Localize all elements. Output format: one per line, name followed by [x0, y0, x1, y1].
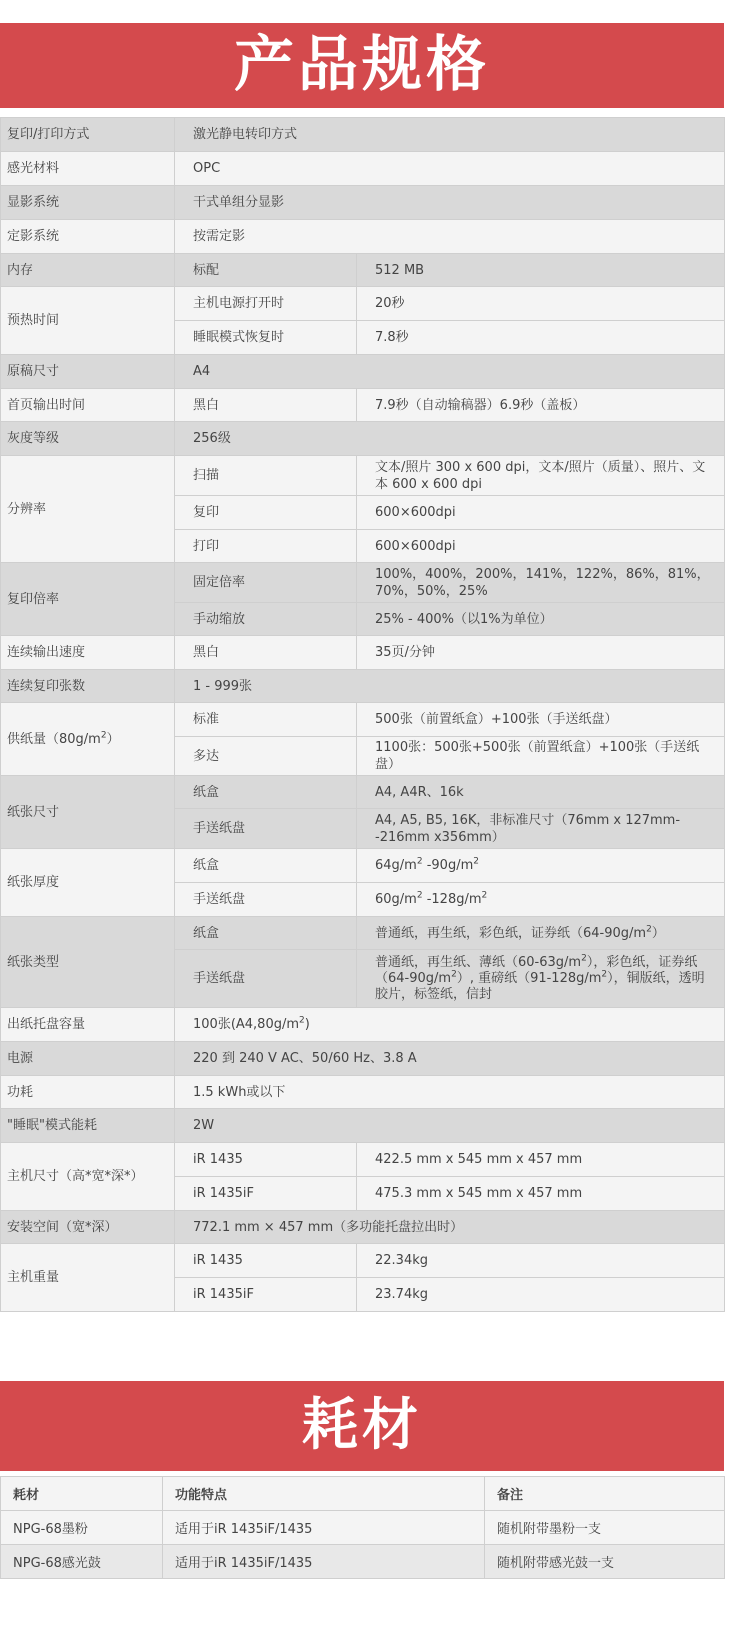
- spec-value: 7.8秒: [357, 321, 725, 355]
- consumables-title-banner: 耗材: [0, 1381, 724, 1471]
- spec-sub: 纸盒: [175, 776, 357, 809]
- spec-title-banner: 产品规格: [0, 23, 724, 108]
- spec-sub: iR 1435iF: [175, 1278, 357, 1312]
- spec-label: 纸张厚度: [1, 849, 175, 917]
- spec-row-power: [1, 1042, 725, 1076]
- spec-value: 1.5 kWh或以下: [175, 1076, 725, 1109]
- spec-label: 感光材料: [1, 152, 175, 186]
- spec-row-warmup: [1, 287, 725, 321]
- spec-label: 电源: [1, 1042, 175, 1076]
- spec-sub: 手动缩放: [175, 603, 357, 636]
- spec-value: 100张$(A4,80g/m^2)$: [175, 1008, 725, 1042]
- spec-value: 220 到 240 V AC、50/60 Hz、3.8 A: [175, 1042, 725, 1076]
- spec-label: 复印倍率: [1, 563, 175, 636]
- spec-value: A4: [175, 355, 725, 389]
- spec-sub: 标准: [175, 703, 357, 737]
- spec-label: 纸张类型: [1, 917, 175, 1008]
- table-cell: 随机附带感光鼓一支: [485, 1545, 725, 1579]
- spec-value: 256级: [175, 422, 725, 456]
- spec-label: 安装空间（宽*深）: [1, 1211, 175, 1244]
- spec-label: 复印/打印方式: [1, 118, 175, 152]
- spec-label: 显影系统: [1, 186, 175, 220]
- spec-value: 512 MB: [357, 254, 725, 287]
- spec-value: 100%，400%，200%，141%，122%，86%，81%，70%，50%，25%: [357, 563, 725, 603]
- spec-label: 主机重量: [1, 1244, 175, 1312]
- spec-row-consumption: [1, 1076, 725, 1109]
- column-header: 耗材: [1, 1477, 163, 1511]
- spec-row-magnification: [1, 563, 725, 603]
- spec-label: 出纸托盘容量: [1, 1008, 175, 1042]
- spec-sub: 纸盒: [175, 917, 357, 950]
- spec-row-dimensions: [1, 1143, 725, 1177]
- spec-row-paper-weight: [1, 849, 725, 883]
- spec-row-paper-capacity: [1, 703, 725, 737]
- spec-sub: 黑白: [175, 389, 357, 422]
- spec-value: 25% - 400%（以1%为单位）: [357, 603, 725, 636]
- spec-value: 普通纸，再生纸、薄纸$(60-63g/m^2)$，彩色纸，证券纸$(64-90g/m^2)$, 重磅纸$(91-128g/m^2)$，铜版纸，透明胶片，标签纸，信封: [357, 950, 725, 1008]
- spec-sub: iR 1435iF: [175, 1177, 357, 1211]
- table-row: [1, 1545, 725, 1579]
- column-header: 功能特点: [163, 1477, 485, 1511]
- spec-row-sleep: [1, 1109, 725, 1143]
- spec-sub: 复印: [175, 496, 357, 530]
- table-cell: 适用于iR 1435iF/1435: [163, 1511, 485, 1545]
- spec-label: 首页输出时间: [1, 389, 175, 422]
- spec-row-install-space: [1, 1211, 725, 1244]
- consumables-header-row: [1, 1477, 725, 1511]
- table-row: [1, 1511, 725, 1545]
- spec-label: 预热时间: [1, 287, 175, 355]
- spec-row-resolution: [1, 456, 725, 496]
- spec-value: 22.34kg: [357, 1244, 725, 1278]
- spec-sub: 打印: [175, 530, 357, 563]
- spec-value: 500张（前置纸盒）+100张（手送纸盘）: [357, 703, 725, 737]
- spec-value: 1 - 999张: [175, 670, 725, 703]
- spec-value: 1100张：500张+500张（前置纸盒）+100张（手送纸盘）: [357, 737, 725, 776]
- table-cell: NPG-68感光鼓: [1, 1545, 163, 1579]
- spec-row-developing: [1, 186, 725, 220]
- spec-value: 干式单组分显影: [175, 186, 725, 220]
- spec-sub: 黑白: [175, 636, 357, 670]
- spec-label: 供纸量$(80g/m^2)$: [1, 703, 175, 776]
- spec-sub: 多达: [175, 737, 357, 776]
- spec-label: 原稿尺寸: [1, 355, 175, 389]
- spec-value: 35页/分钟: [357, 636, 725, 670]
- spec-row-memory: [1, 254, 725, 287]
- spec-value: 600×600dpi: [357, 496, 725, 530]
- spec-sub: 睡眠模式恢复时: [175, 321, 357, 355]
- spec-row-paper-size: [1, 776, 725, 809]
- spec-row-original-size: [1, 355, 725, 389]
- spec-label: "睡眠"模式能耗: [1, 1109, 175, 1143]
- spec-sub: 手送纸盘: [175, 950, 357, 1008]
- spec-row-multi-copy: [1, 670, 725, 703]
- spec-label: 主机尺寸（高*宽*深*）: [1, 1143, 175, 1211]
- spec-row-copy-method: [1, 118, 725, 152]
- spec-row-first-copy: [1, 389, 725, 422]
- spec-row-weight: [1, 1244, 725, 1278]
- spec-sub: 扫描: [175, 456, 357, 496]
- spec-value: 23.74kg: [357, 1278, 725, 1312]
- spec-value: A4, A5, B5, 16K，非标准尺寸（76mm x 127mm--216mm x356mm）: [357, 809, 725, 849]
- spec-sub: 手送纸盘: [175, 883, 357, 917]
- spec-label: 连续输出速度: [1, 636, 175, 670]
- spec-value: $64g/m^2$ $-90g/m^2$: [357, 849, 725, 883]
- spec-value: OPC: [175, 152, 725, 186]
- table-cell: 随机附带墨粉一支: [485, 1511, 725, 1545]
- spec-sub: 手送纸盘: [175, 809, 357, 849]
- spec-value: 按需定影: [175, 220, 725, 254]
- spec-label: 功耗: [1, 1076, 175, 1109]
- spec-value: 2W: [175, 1109, 725, 1143]
- column-header: 备注: [485, 1477, 725, 1511]
- spec-row-paper-type: [1, 917, 725, 950]
- spec-sub: iR 1435: [175, 1143, 357, 1177]
- spec-label: 灰度等级: [1, 422, 175, 456]
- spec-sub: iR 1435: [175, 1244, 357, 1278]
- spec-label: 分辨率: [1, 456, 175, 563]
- spec-value: $60g/m^2$ $-128g/m^2$: [357, 883, 725, 917]
- spec-value: 772.1 mm × 457 mm（多功能托盘拉出时）: [175, 1211, 725, 1244]
- spec-value: 7.9秒（自动输稿器）6.9秒（盖板）: [357, 389, 725, 422]
- spec-row-output-tray: [1, 1008, 725, 1042]
- spec-sub: 主机电源打开时: [175, 287, 357, 321]
- spec-label: 连续复印张数: [1, 670, 175, 703]
- spec-row-speed: [1, 636, 725, 670]
- spec-value: 600×600dpi: [357, 530, 725, 563]
- spec-value: 文本/照片 300 x 600 dpi，文本/照片（质量）、照片、文本 600 x 600 dpi: [357, 456, 725, 496]
- spec-label: 定影系统: [1, 220, 175, 254]
- spec-value: 激光静电转印方式: [175, 118, 725, 152]
- table-cell: NPG-68墨粉: [1, 1511, 163, 1545]
- consumables-table: [0, 1476, 725, 1579]
- spec-sub: 固定倍率: [175, 563, 357, 603]
- spec-value: 普通纸，再生纸，彩色纸，证券纸$(64-90g/m^2)$: [357, 917, 725, 950]
- table-cell: 适用于iR 1435iF/1435: [163, 1545, 485, 1579]
- spec-value: 20秒: [357, 287, 725, 321]
- spec-value: 475.3 mm x 545 mm x 457 mm: [357, 1177, 725, 1211]
- spec-sub: 纸盒: [175, 849, 357, 883]
- spec-value: A4, A4R、16k: [357, 776, 725, 809]
- spec-table: [0, 117, 725, 1312]
- spec-row-fixing: [1, 220, 725, 254]
- spec-sub: 标配: [175, 254, 357, 287]
- spec-label: 内存: [1, 254, 175, 287]
- spec-row-photoconductor: [1, 152, 725, 186]
- spec-row-gradation: [1, 422, 725, 456]
- spec-label: 纸张尺寸: [1, 776, 175, 849]
- spec-value: 422.5 mm x 545 mm x 457 mm: [357, 1143, 725, 1177]
